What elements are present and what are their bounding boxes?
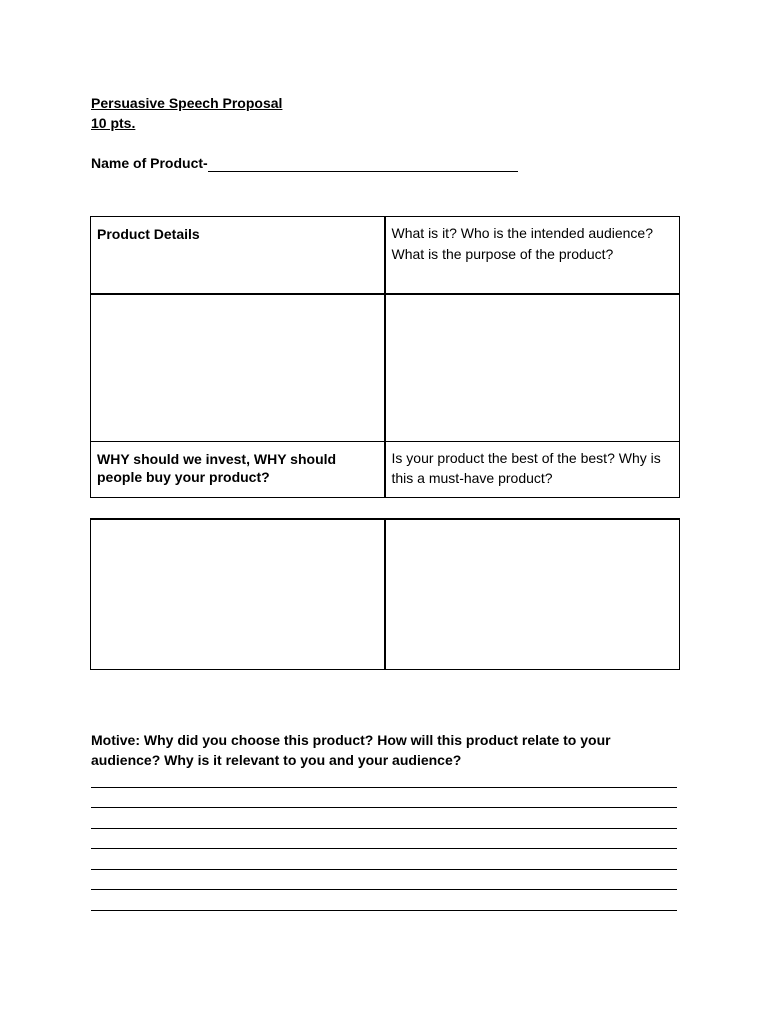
product-details-prompt: What is it? Who is the intended audience? What is the purpose of the product? (385, 217, 680, 294)
why-invest-answer-table (90, 518, 680, 670)
motive-answer-line[interactable] (91, 807, 677, 808)
why-invest-answer-right[interactable] (385, 519, 680, 669)
product-name-label: Name of Product- (91, 155, 208, 171)
motive-answer-line[interactable] (91, 889, 677, 890)
table-row (91, 519, 680, 669)
motive-question: Motive: Why did you choose this product? How will this product relate to your audience? Why is it relevant to you and your audience? (91, 732, 611, 768)
product-details-heading: Product Details (91, 217, 385, 294)
motive-answer-line[interactable] (91, 910, 677, 911)
document-title: Persuasive Speech Proposal (91, 95, 283, 111)
table-row (91, 217, 680, 294)
table-row (91, 294, 680, 442)
why-invest-prompt: Is your product the best of the best? Why is this a must-have product? (385, 442, 680, 498)
product-details-table (90, 216, 680, 498)
product-name-row (91, 154, 518, 172)
why-invest-answer-left[interactable] (91, 519, 385, 669)
table-row (91, 442, 680, 498)
product-details-answer-left[interactable] (91, 294, 385, 442)
product-name-blank[interactable] (208, 155, 518, 172)
motive-answer-line[interactable] (91, 869, 677, 870)
why-invest-heading: WHY should we invest, WHY should people buy your product? (91, 442, 385, 498)
points-label: 10 pts. (91, 115, 136, 131)
product-details-answer-right[interactable] (385, 294, 680, 442)
motive-answer-line[interactable] (91, 848, 677, 849)
motive-answer-line[interactable] (91, 828, 677, 829)
motive-answer-line[interactable] (91, 787, 677, 788)
